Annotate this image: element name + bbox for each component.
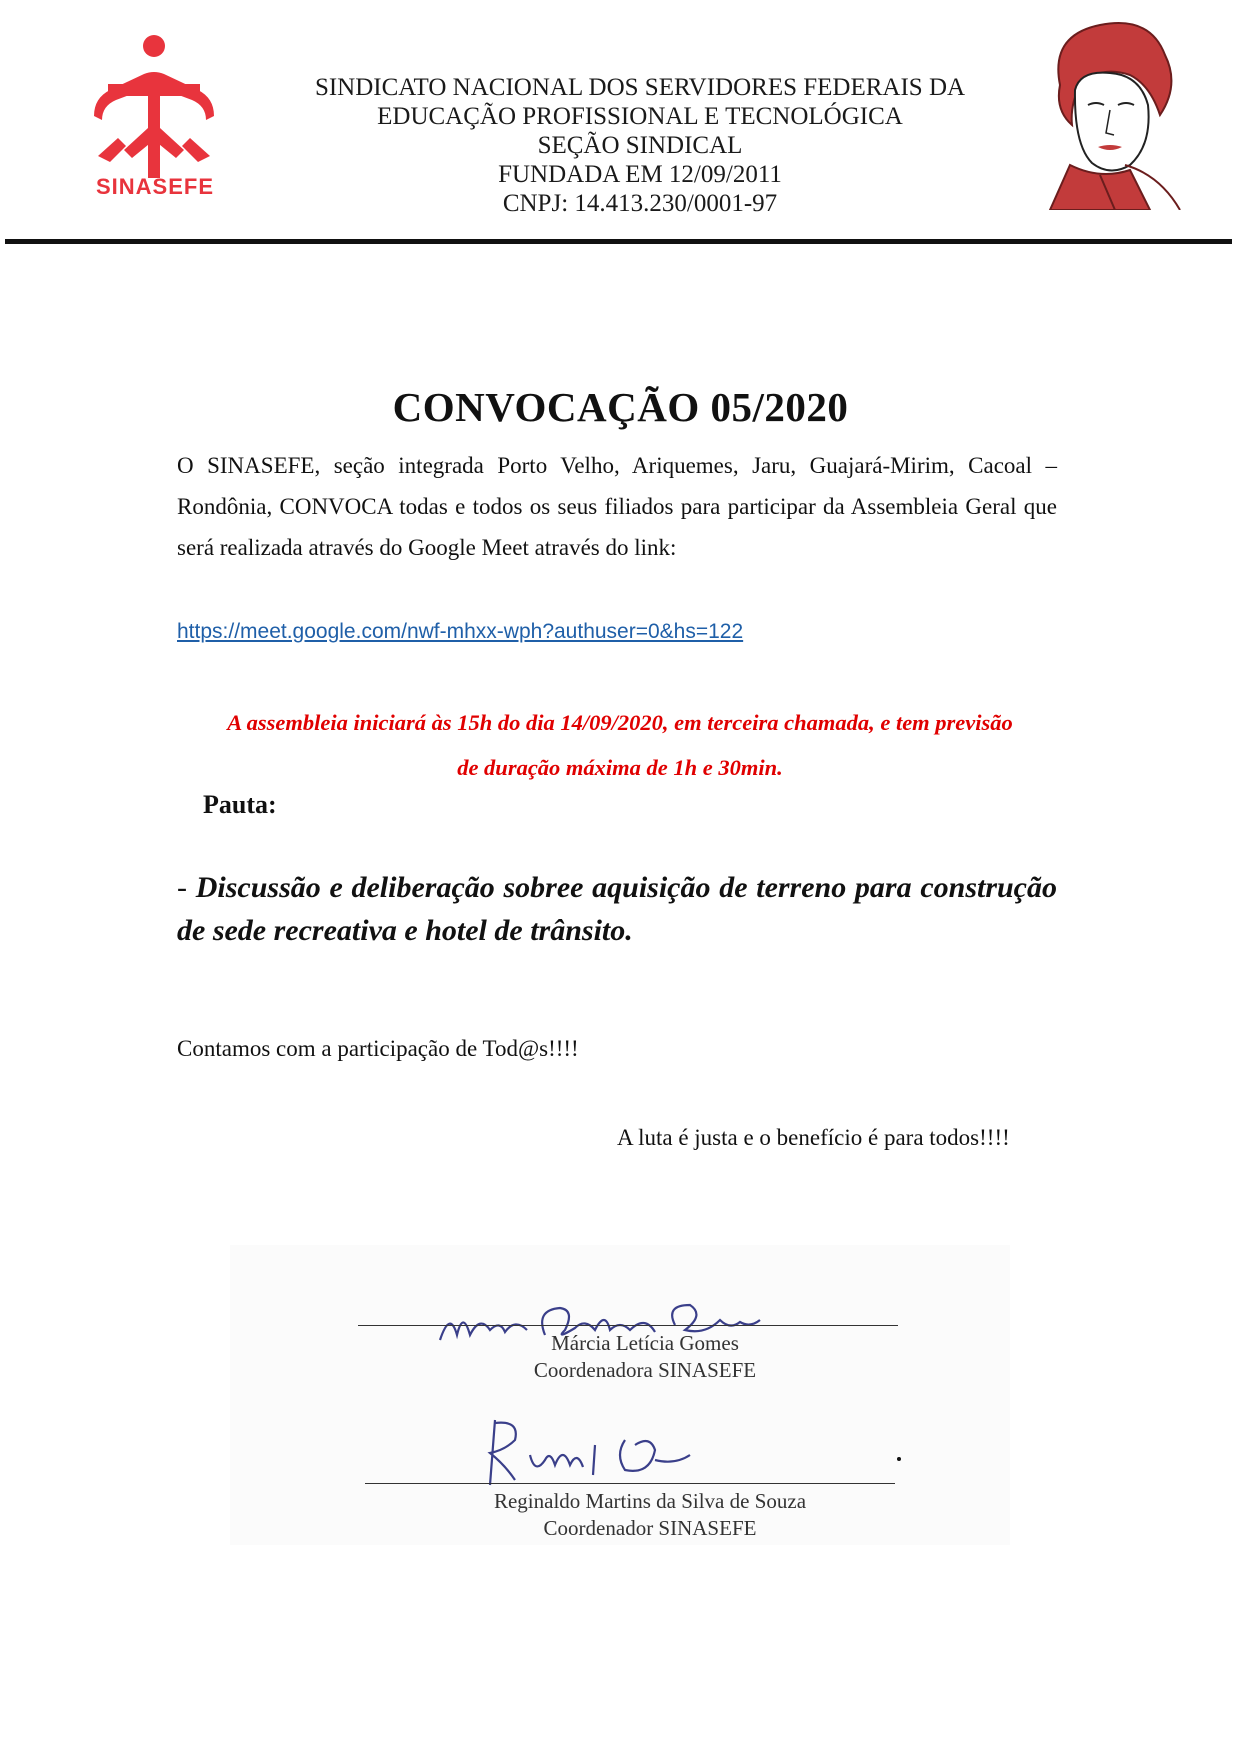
agenda-item-text: Discussão e deliberação sobree aquisição de terreno para construção de sede recreativa e hotel de trânsito. bbox=[177, 871, 1058, 947]
header-line: FUNDADA EM 12/09/2011 bbox=[498, 161, 782, 188]
motto-text: A luta é justa e o benefício é para todos!!!! bbox=[617, 1125, 1010, 1150]
signer-role: Coordenador SINASEFE bbox=[543, 1516, 757, 1540]
handwritten-signature-icon bbox=[475, 1415, 705, 1490]
header-line: SEÇÃO SINDICAL bbox=[537, 132, 743, 159]
portrait-illustration bbox=[1030, 15, 1185, 210]
meeting-link[interactable]: https://meet.google.com/nwf-mhxx-wph?authuser=0&hs=122 bbox=[177, 620, 744, 643]
portrait-icon bbox=[1030, 15, 1185, 210]
agenda-item bbox=[177, 866, 1057, 952]
signer-name: Reginaldo Martins da Silva de Souza bbox=[493, 1489, 807, 1513]
intro-paragraph: O SINASEFE, seção integrada Porto Velho, Ariquemes, Jaru, Guajará-Mirim, Cacoal – Rondônia, CONVOCA todas e todos os seus filiados para participar da Assembleia Geral que será realizada através do Google Meet através do link: bbox=[177, 453, 1057, 560]
header-divider bbox=[5, 239, 1232, 244]
agenda-dash: - bbox=[177, 871, 187, 904]
header-line: SINDICATO NACIONAL DOS SERVIDORES FEDERAIS DA bbox=[314, 74, 966, 101]
agenda-heading: Pauta: bbox=[203, 790, 277, 819]
header-line: CNPJ: 14.413.230/0001-97 bbox=[502, 190, 778, 217]
signature-line bbox=[365, 1483, 895, 1484]
header-line: EDUCAÇÃO PROFISSIONAL E TECNOLÓGICA bbox=[377, 103, 903, 130]
signer-name: Márcia Letícia Gomes bbox=[551, 1331, 739, 1355]
signer-role: Coordenadora SINASEFE bbox=[533, 1358, 757, 1382]
logo-wordmark: SINASEFE bbox=[96, 174, 215, 199]
organization-header bbox=[290, 73, 990, 218]
signature-block bbox=[230, 1245, 1010, 1545]
meeting-notice bbox=[150, 700, 1090, 790]
closing-text: Contamos com a participação de Tod@s!!!! bbox=[177, 1036, 579, 1061]
notice-line: de duração máxima de 1h e 30min. bbox=[457, 755, 783, 780]
notice-line: A assembleia iniciará às 15h do dia 14/09/2020, em terceira chamada, e tem previsão bbox=[227, 710, 1013, 735]
document-title: CONVOCAÇÃO 05/2020 bbox=[392, 384, 849, 430]
signature-line bbox=[358, 1325, 898, 1326]
dot-mark bbox=[897, 1457, 901, 1461]
